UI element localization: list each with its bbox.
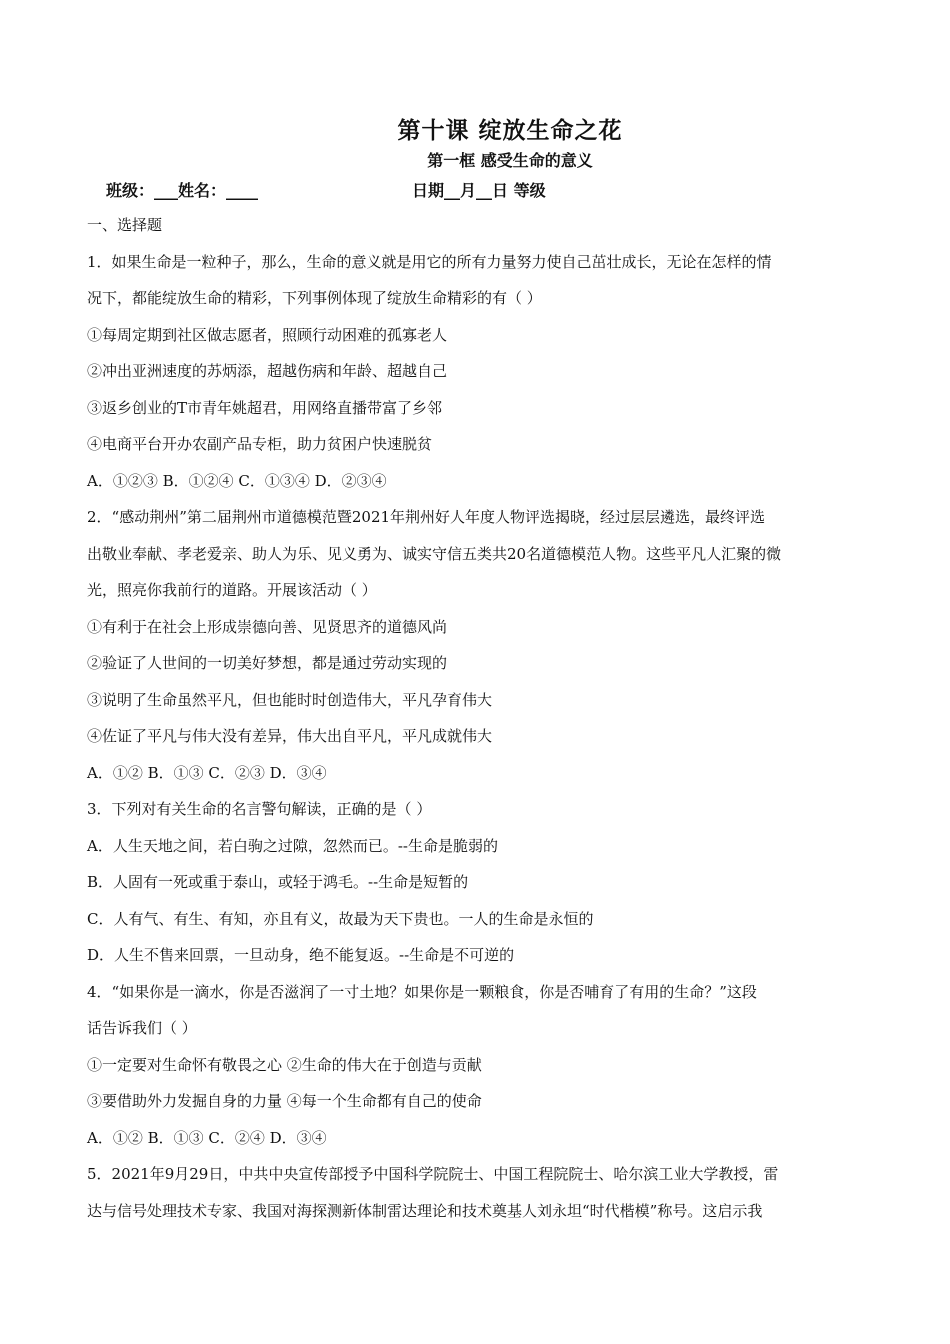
text-line: 达与信号处理技术专家、我国对海探测新体制雷达理论和技术奠基人刘永坦“时代楷模”称号。这启示我 — [87, 1201, 763, 1220]
text-line: ④佐证了平凡与伟大没有差异，伟大出自平凡，平凡成就伟大 — [87, 727, 493, 745]
text-line: ③要借助外力发掘自身的力量 ④每一个生命都有自己的使命 — [87, 1092, 482, 1110]
section-heading: 一、选择题 — [87, 216, 163, 234]
question-content — [87, 212, 867, 1234]
text-line: ①有利于在社会上形成崇德向善、见贤思齐的道德风尚 — [87, 617, 448, 636]
text-line: 3．下列对有关生命的名言警句解读，正确的是（ ） — [87, 800, 432, 818]
text-line: ①一定要对生命怀有敬畏之心 ②生命的伟大在于创造与贡献 — [87, 1055, 482, 1074]
answer-options: A．①② B．①③ C．②③ D．③④ — [87, 763, 327, 782]
text-line: ①每周定期到社区做志愿者，照顾行动困难的孤寡老人 — [87, 325, 448, 344]
text-line: ②验证了人世间的一切美好梦想，都是通过劳动实现的 — [87, 654, 448, 672]
text-line: 2．“感动荆州”第二届荆州市道德模范暨2021年荆州好人年度人物评选揭晓，经过层层遴选，最终评选 — [87, 508, 766, 526]
class-name-line: 班级：___姓名：____ — [106, 181, 259, 200]
date-grade-line: 日期__月__日 等级 — [412, 181, 546, 200]
text-line: D．人生不售来回票，一旦动身，绝不能复返。--生命是不可逆的 — [87, 946, 515, 964]
text-line: 5．2021年9月29日，中共中央宣传部授予中国科学院院士、中国工程院院士、哈尔滨工业大学教授，雷 — [87, 1165, 779, 1183]
text-line: A．人生天地之间，若白驹之过隙，忽然而已。--生命是脆弱的 — [87, 836, 498, 855]
text-line: 1．如果生命是一粒种子，那么，生命的意义就是用它的所有力量努力使自己茁壮成长，无论在怎样的情 — [87, 252, 772, 271]
text-line: C．人有气、有生、有知，亦且有义，故最为天下贵也。一人的生命是永恒的 — [87, 909, 594, 928]
text-line: 光，照亮你我前行的道路。开展该活动（ ） — [87, 581, 377, 599]
answer-options: A．①②③ B．①②④ C．①③④ D．②③④ — [87, 471, 387, 490]
text-line: 4．“如果你是一滴水，你是否滋润了一寸土地？如果你是一颗粮食，你是否哺育了有用的生命？”这段 — [87, 982, 757, 1001]
text-line: ④电商平台开办农副产品专柜，助力贫困户快速脱贫 — [87, 435, 433, 453]
page-subtitle: 第一框 感受生命的意义 — [427, 151, 593, 170]
text-line: 话告诉我们（ ） — [87, 1019, 197, 1037]
text-line: B．人固有一死或重于泰山，或轻于鸿毛。--生命是短暂的 — [87, 873, 469, 891]
page-title: 第十课 绽放生命之花 — [397, 117, 623, 144]
text-line: ③说明了生命虽然平凡，但也能时时创造伟大，平凡孕育伟大 — [87, 690, 493, 709]
text-line: 况下，都能绽放生命的精彩，下列事例体现了绽放生命精彩的有（ ） — [87, 289, 542, 307]
answer-options: A．①② B．①③ C．②④ D．③④ — [87, 1128, 327, 1147]
text-line: ②冲出亚洲速度的苏炳添，超越伤病和年龄、超越自己 — [87, 362, 448, 380]
text-line: ③返乡创业的T市青年姚超君，用网络直播带富了乡邻 — [87, 398, 443, 417]
text-line: 出敬业奉献、孝老爱亲、助人为乐、见义勇为、诚实守信五类共20名道德模范人物。这些平凡人汇聚的微 — [87, 544, 782, 563]
